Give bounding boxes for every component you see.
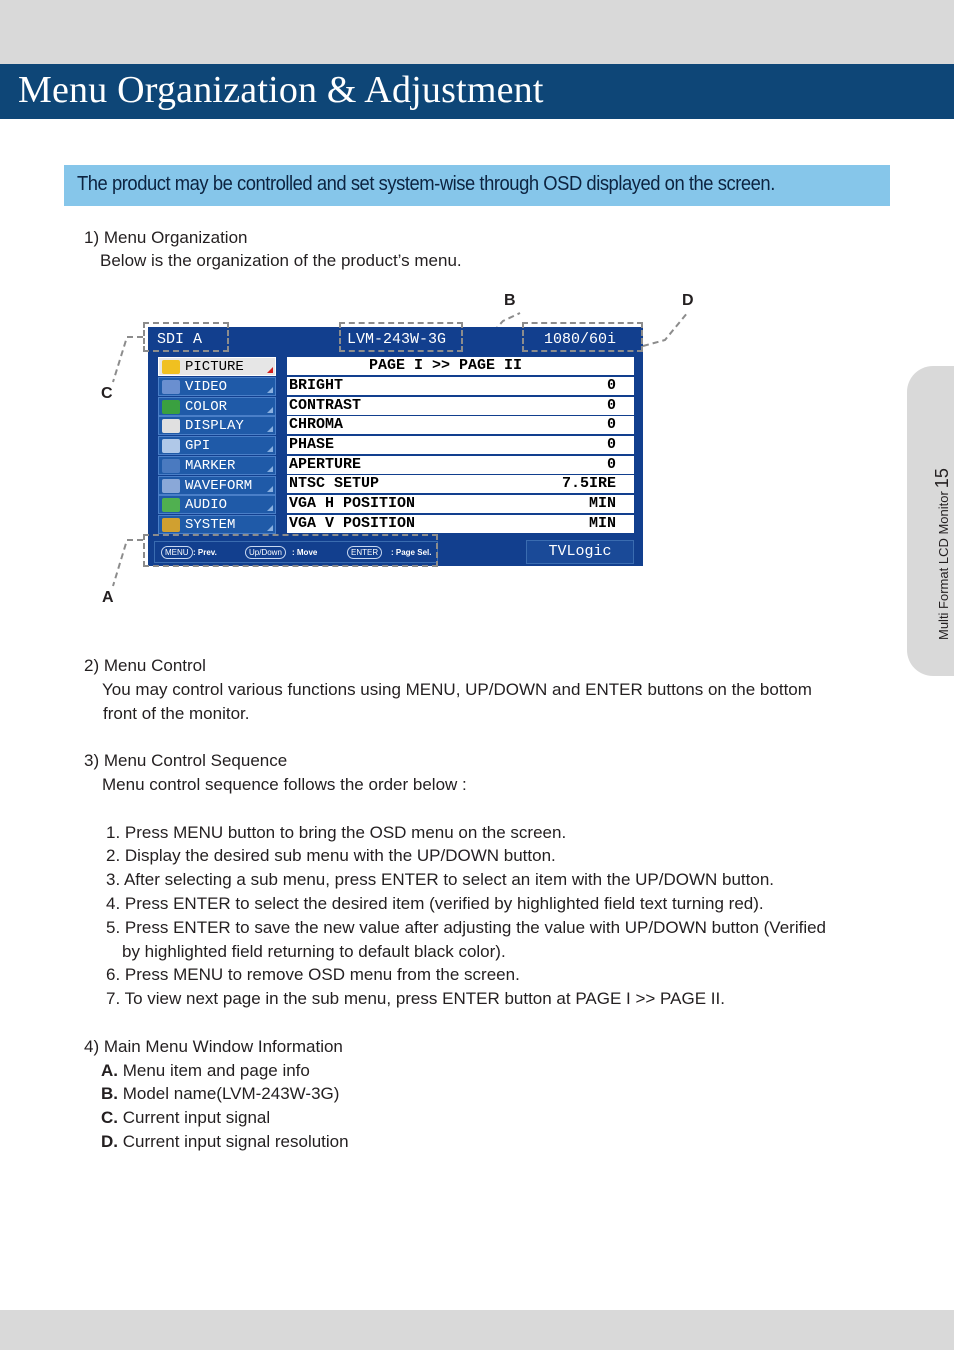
- enter-action-hint: : Page Sel.: [391, 548, 432, 557]
- menu-item-label: VIDEO: [185, 379, 228, 395]
- video-icon: [162, 380, 180, 394]
- info-item-d: [101, 1132, 349, 1152]
- setting-value: 0: [606, 436, 616, 453]
- submenu-arrow-icon: [267, 426, 273, 432]
- info-item-a: [101, 1061, 310, 1081]
- setting-name: VGA V POSITION: [289, 515, 416, 532]
- osd-brand-logo: TVLogic: [526, 540, 634, 564]
- submenu-arrow-icon: [267, 525, 273, 531]
- setting-name: NTSC SETUP: [289, 475, 380, 492]
- audio-icon: [162, 498, 180, 512]
- step-5: 5. Press ENTER to save the new value after adjusting the value with UP/DOWN button (Verified: [106, 918, 827, 937]
- menu-item-label: PICTURE: [185, 359, 244, 375]
- osd-menu-item-marker[interactable]: [158, 456, 276, 475]
- submenu-arrow-icon: [267, 387, 273, 393]
- section4-heading: 4) Main Menu Window Information: [84, 1037, 343, 1056]
- callout-c: C: [101, 385, 113, 402]
- system-icon: [162, 518, 180, 532]
- setting-name: CHROMA: [289, 416, 344, 433]
- osd-settings-panel: [287, 355, 634, 535]
- color-icon: [162, 400, 180, 414]
- osd-menu-item-system[interactable]: [158, 515, 276, 534]
- bottom-band: [0, 1310, 954, 1350]
- section2-line1: You may control various functions using MENU, UP/DOWN and ENTER buttons on the bottom: [102, 680, 812, 699]
- osd-menu-window: [148, 327, 643, 566]
- info-key: D.: [101, 1132, 118, 1151]
- setting-row[interactable]: [287, 475, 634, 493]
- section1-body: Below is the organization of the product’s menu.: [100, 251, 462, 270]
- info-item-b: [101, 1084, 339, 1104]
- info-text: Model name(LVM-243W-3G): [122, 1084, 340, 1103]
- resolution-highlight: [522, 322, 643, 352]
- menu-info-highlight: [143, 534, 438, 567]
- display-icon: [162, 419, 180, 433]
- osd-menu-item-display[interactable]: [158, 416, 276, 435]
- menu-item-label: WAVEFORM: [185, 478, 253, 494]
- callout-a: A: [102, 589, 114, 606]
- info-text: Current input signal resolution: [122, 1132, 349, 1151]
- osd-menu-item-gpi[interactable]: [158, 436, 276, 455]
- marker-icon: [162, 459, 180, 473]
- setting-row[interactable]: [287, 495, 634, 513]
- leader-d: [643, 312, 688, 346]
- osd-menu-item-waveform[interactable]: [158, 476, 276, 495]
- step-4: 4. Press ENTER to select the desired item (verified by highlighted field text turning red).: [106, 894, 764, 913]
- step-1: 1. Press MENU button to bring the OSD menu on the screen.: [106, 823, 567, 842]
- banner-text: The product may be controlled and set system-wise through OSD displayed on the screen.: [77, 173, 775, 195]
- menu-item-label: AUDIO: [185, 497, 228, 513]
- setting-name: BRIGHT: [289, 377, 344, 394]
- setting-value: 0: [606, 456, 616, 473]
- step-5-continued: by highlighted field returning to default black color).: [122, 942, 506, 961]
- setting-value: 7.5IRE: [561, 475, 616, 492]
- picture-icon: [162, 360, 180, 374]
- osd-page-row[interactable]: [287, 357, 634, 375]
- section1-heading: 1) Menu Organization: [84, 228, 248, 247]
- submenu-arrow-icon: [267, 505, 273, 511]
- callout-d: D: [682, 292, 694, 309]
- leader-c: [113, 337, 143, 382]
- section2-heading: 2) Menu Control: [84, 656, 206, 675]
- osd-menu-item-video[interactable]: [158, 377, 276, 396]
- section2-line2: front of the monitor.: [103, 704, 250, 723]
- setting-name: APERTURE: [289, 456, 362, 473]
- setting-value: MIN: [588, 495, 616, 512]
- leader-a: [113, 540, 143, 586]
- section3-intro: Menu control sequence follows the order below :: [102, 775, 467, 794]
- setting-value: 0: [606, 377, 616, 394]
- gpi-icon: [162, 439, 180, 453]
- page-title: Menu Organization & Adjustment: [18, 69, 544, 111]
- setting-row[interactable]: [287, 436, 634, 454]
- info-text: Current input signal: [122, 1108, 271, 1127]
- side-tab-text: Multi Format LCD Monitor: [936, 491, 951, 640]
- menu-item-label: DISPLAY: [185, 418, 244, 434]
- enter-button-hint: ENTER: [347, 546, 382, 559]
- section3-heading: 3) Menu Control Sequence: [84, 751, 288, 770]
- osd-model-name: LVM-243W-3G: [347, 331, 447, 348]
- page-number: 15: [932, 468, 952, 489]
- submenu-arrow-icon: [267, 486, 273, 492]
- menu-item-label: MARKER: [185, 458, 236, 474]
- setting-name: VGA H POSITION: [289, 495, 416, 512]
- step-7: 7. To view next page in the sub menu, press ENTER button at PAGE I >> PAGE II.: [106, 989, 725, 1008]
- input-signal-highlight: [143, 322, 229, 352]
- setting-row[interactable]: [287, 416, 634, 434]
- updown-button-hint: Up/Down: [245, 546, 286, 559]
- osd-resolution: 1080/60i: [544, 331, 617, 348]
- setting-row[interactable]: [287, 456, 634, 474]
- info-item-c: [101, 1108, 270, 1128]
- updown-action-hint: : Move: [292, 548, 318, 557]
- menu-item-label: SYSTEM: [185, 517, 236, 533]
- osd-menu-item-color[interactable]: [158, 397, 276, 416]
- submenu-arrow-icon: [267, 466, 273, 472]
- osd-menu-item-picture[interactable]: [158, 357, 276, 376]
- submenu-arrow-icon: [267, 446, 273, 452]
- info-key: A.: [101, 1061, 118, 1080]
- step-3: 3. After selecting a sub menu, press ENTER to select an item with the UP/DOWN button.: [106, 870, 775, 889]
- page-info: PAGE I >> PAGE II: [369, 357, 523, 374]
- menu-item-label: GPI: [185, 438, 211, 454]
- setting-row[interactable]: [287, 515, 634, 533]
- menu-item-label: COLOR: [185, 399, 228, 415]
- info-key: C.: [101, 1108, 118, 1127]
- info-key: B.: [101, 1084, 118, 1103]
- waveform-icon: [162, 479, 180, 493]
- setting-name: CONTRAST: [289, 397, 362, 414]
- model-name-highlight: [339, 322, 463, 352]
- info-text: Menu item and page info: [122, 1061, 310, 1080]
- step-2: 2. Display the desired sub menu with the UP/DOWN button.: [106, 846, 556, 865]
- setting-row[interactable]: [287, 397, 634, 415]
- submenu-arrow-icon: [267, 367, 273, 373]
- setting-name: PHASE: [289, 436, 335, 453]
- menu-button-hint: MENU: [161, 546, 193, 559]
- osd-menu-item-audio[interactable]: [158, 495, 276, 514]
- submenu-arrow-icon: [267, 407, 273, 413]
- setting-value: MIN: [588, 515, 616, 532]
- setting-value: 0: [606, 416, 616, 433]
- osd-input-signal: SDI A: [157, 331, 203, 348]
- menu-action-hint: : Prev.: [193, 548, 217, 557]
- setting-value: 0: [606, 397, 616, 414]
- step-6: 6. Press MENU to remove OSD menu from the screen.: [106, 965, 520, 984]
- callout-b: B: [504, 292, 516, 309]
- setting-row[interactable]: [287, 377, 634, 395]
